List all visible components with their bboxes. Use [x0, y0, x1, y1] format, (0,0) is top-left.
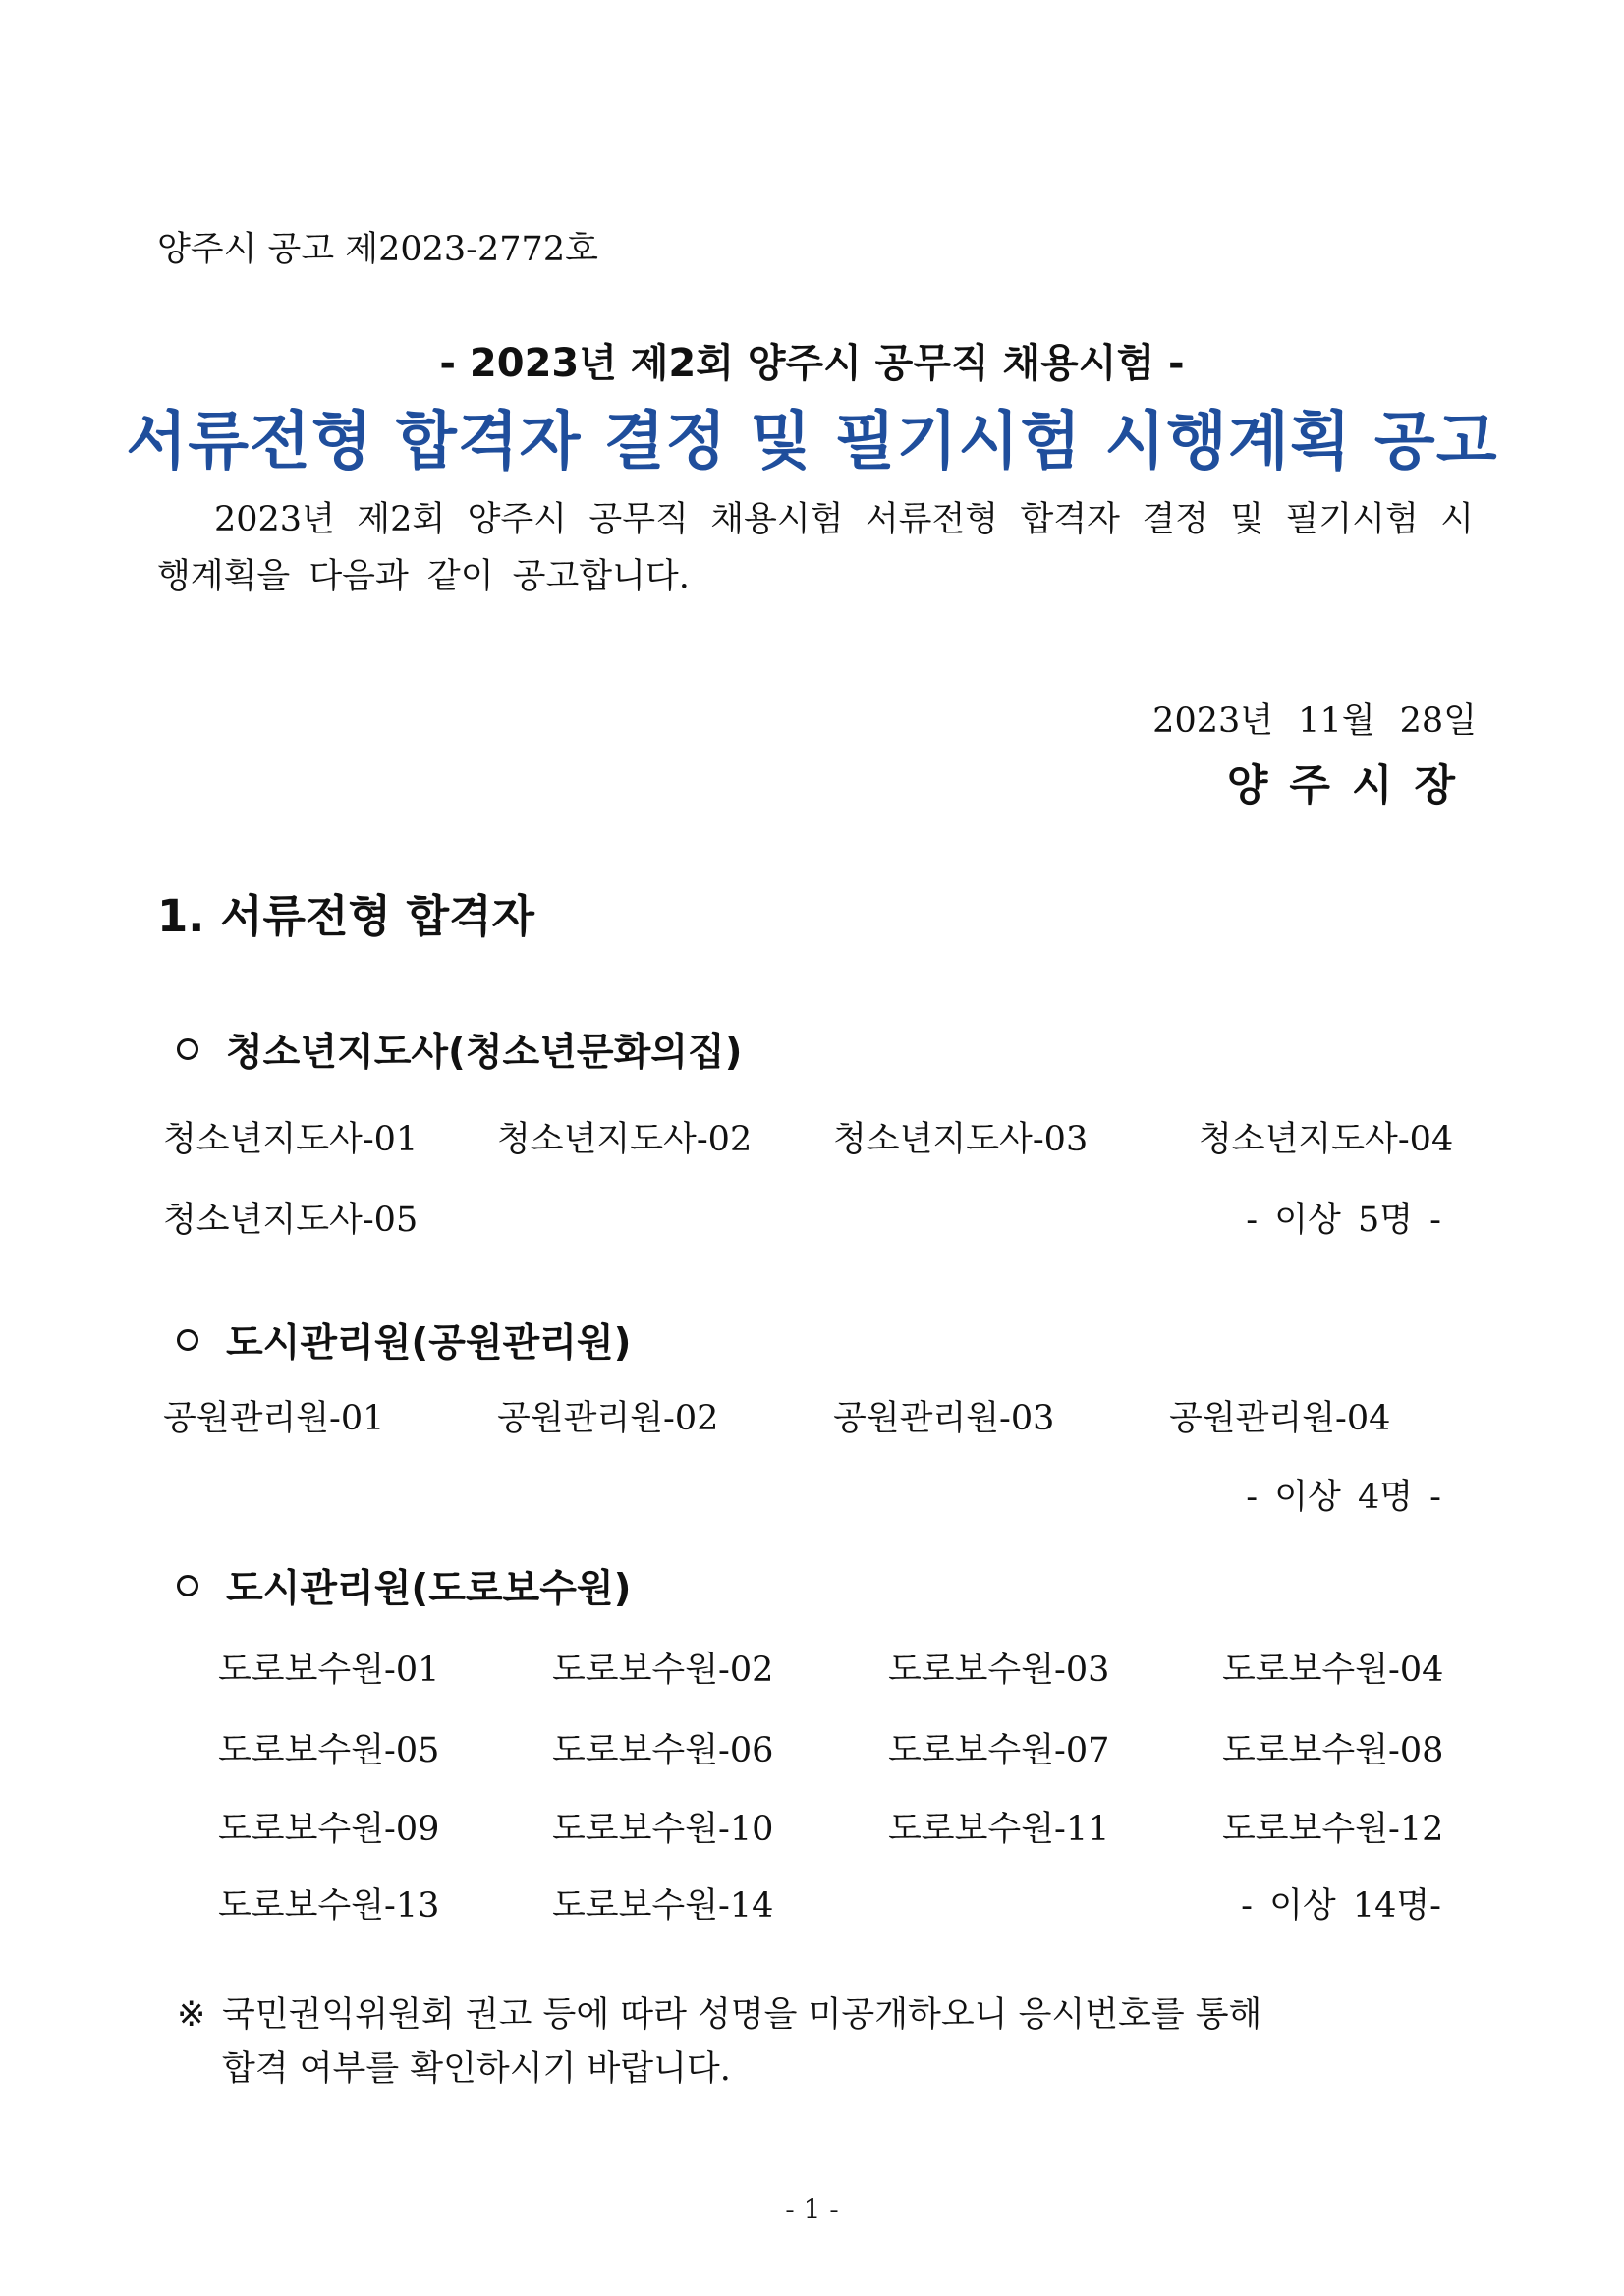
list-item: 청소년지도사-04 [1199, 1120, 1454, 1159]
footnote-line-1 [177, 1988, 1261, 2043]
list-item: 도로보수원-01 [218, 1651, 440, 1690]
list-item: 공원관리원-02 [497, 1399, 719, 1438]
list-item: 도로보수원-08 [1222, 1731, 1444, 1770]
list-item: 청소년지도사-05 [163, 1201, 419, 1240]
circle-bullet-icon [177, 1329, 198, 1351]
circle-bullet-icon [177, 1575, 198, 1596]
list-item: 도로보수원-06 [552, 1731, 774, 1770]
page-number: - 1 - [785, 2193, 839, 2225]
list-item: 도로보수원-12 [1222, 1810, 1444, 1849]
footnote-text-2: 합격 여부를 확인하시기 바랍니다. [222, 2049, 731, 2089]
list-item: 도로보수원-11 [888, 1810, 1110, 1849]
category-heading-park-manager [177, 1313, 631, 1368]
mayor-signature: 양주시장 [1226, 761, 1477, 811]
reference-mark-icon: ※ [177, 1995, 206, 2035]
list-item: 공원관리원-03 [833, 1399, 1055, 1438]
category-title: 도시관리원(도로보수원) [226, 1567, 632, 1611]
notice-date: 2023년 11월 28일 [1152, 701, 1477, 741]
circle-bullet-icon [177, 1038, 198, 1060]
category-total: - 이상 14명- [1241, 1886, 1441, 1926]
category-heading-youth-instructor [177, 1022, 742, 1077]
footnote [177, 1988, 1261, 2097]
list-item: 도로보수원-07 [888, 1731, 1110, 1770]
list-item: 도로보수원-02 [552, 1651, 774, 1690]
list-item: 도로보수원-09 [218, 1810, 440, 1849]
notice-number: 양주시 공고 제2023-2772호 [157, 230, 598, 269]
list-item: 청소년지도사-03 [833, 1120, 1089, 1159]
category-total: - 이상 4명 - [1246, 1478, 1441, 1517]
main-title: 서류전형 합격자 결정 및 필기시험 시행계획 공고 [126, 406, 1498, 478]
category-title: 청소년지도사(청소년문화의집) [226, 1031, 743, 1075]
list-item: 청소년지도사-01 [163, 1120, 419, 1159]
list-item: 도로보수원-13 [218, 1886, 440, 1926]
category-title: 도시관리원(공원관리원) [226, 1321, 632, 1366]
list-item: 도로보수원-10 [552, 1810, 774, 1849]
category-heading-road-repair [177, 1558, 631, 1613]
section-heading: 1. 서류전형 합격자 [157, 890, 535, 942]
list-item: 도로보수원-03 [888, 1651, 1110, 1690]
list-item: 공원관리원-01 [163, 1399, 385, 1438]
subtitle: - 2023년 제2회 양주시 공무직 채용시험 - [439, 341, 1185, 386]
list-item: 공원관리원-04 [1169, 1399, 1391, 1438]
intro-paragraph: 2023년 제2회 양주시 공무직 채용시험 서류전형 합격자 결정 및 필기시험 시행계획을 다음과 같이 공고합니다. [157, 500, 1474, 596]
list-item: 도로보수원-14 [552, 1886, 774, 1926]
list-item: 도로보수원-05 [218, 1731, 440, 1770]
list-item: 도로보수원-04 [1222, 1651, 1444, 1690]
list-item: 청소년지도사-02 [497, 1120, 753, 1159]
footnote-text-1: 국민권익위원회 권고 등에 따라 성명을 미공개하오니 응시번호를 통해 [222, 1995, 1262, 2035]
category-total: - 이상 5명 - [1246, 1201, 1441, 1240]
